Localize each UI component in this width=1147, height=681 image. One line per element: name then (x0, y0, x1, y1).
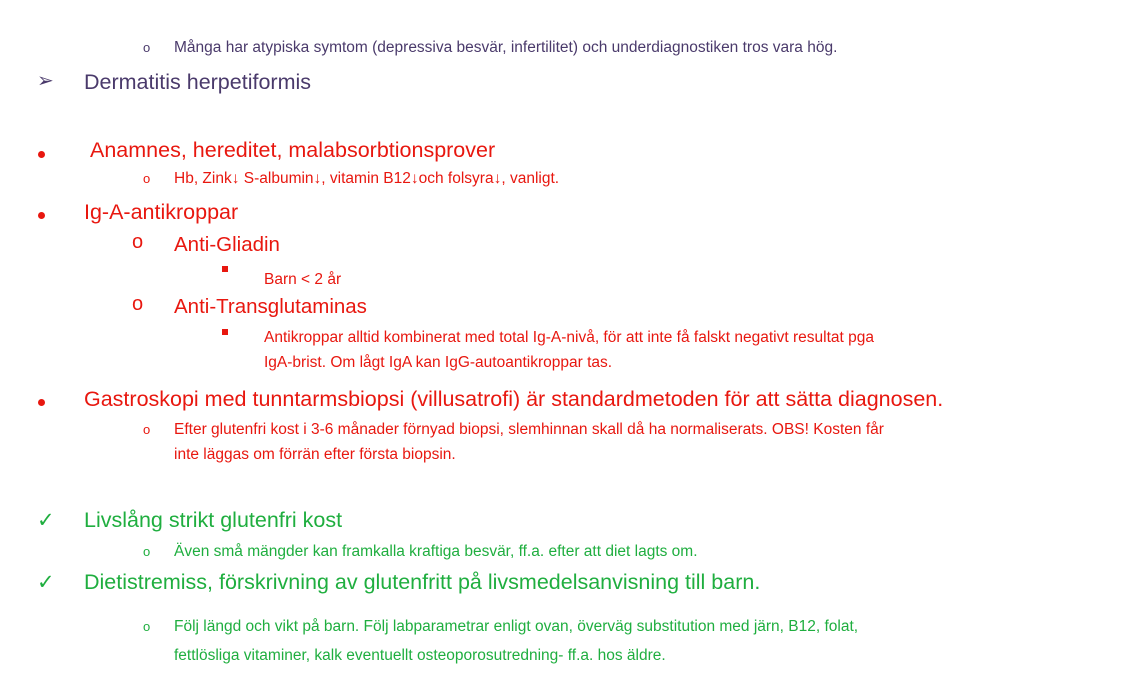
folj-text-line2: fettlösliga vitaminer, kalk eventuellt osteoporosutredning- ff.a. hos äldre. (174, 647, 666, 664)
aven-text: Även små mängder kan framkalla kraftiga besvär, ff.a. efter att diet lagts om. (174, 543, 698, 560)
square-bullet-icon (222, 329, 228, 335)
antikroppar-text-line1: Antikroppar alltid kombinerat med total Ig-A-nivå, för att inte få falskt negativt resultat pga (264, 329, 874, 346)
barn-text: Barn < 2 år (264, 271, 342, 288)
hollow-circle-bullet-icon: o (143, 171, 151, 186)
arrow-bullet-icon: ➢ (37, 70, 54, 92)
iga-heading: Ig-A-antikroppar (84, 200, 239, 224)
hollow-circle-bullet-icon: o (132, 293, 144, 315)
check-bullet-icon: ✓ (37, 571, 55, 594)
atypical-symptoms-text: Många har atypiska symtom (depressiva besvär, infertilitet) och underdiagnostiken tros vara hög. (174, 39, 838, 56)
dietist-heading: Dietistremiss, förskrivning av glutenfritt på livsmedelsanvisning till barn. (84, 570, 761, 594)
anti-gliadin-heading: Anti-Gliadin (174, 233, 280, 256)
anamnes-heading: Anamnes, hereditet, malabsorbtionsprover (90, 138, 496, 162)
disc-bullet-icon (38, 212, 45, 219)
folj-text-line1: Följ längd och vikt på barn. Följ labparametrar enligt ovan, överväg substitution med järn, B12, folat, (174, 618, 859, 635)
square-bullet-icon (222, 266, 228, 272)
hollow-circle-bullet-icon: o (143, 422, 151, 437)
hollow-circle-bullet-icon: o (143, 40, 151, 55)
efter-text-line2: inte läggas om förrän efter första biopsin. (174, 446, 456, 463)
hollow-circle-bullet-icon: o (143, 544, 151, 559)
gastroskopi-heading: Gastroskopi med tunntarmsbiopsi (villusatrofi) är standardmetoden för att sätta diagnosen. (84, 387, 944, 411)
disc-bullet-icon (38, 399, 45, 406)
disc-bullet-icon (38, 151, 45, 158)
hollow-circle-bullet-icon: o (132, 231, 144, 253)
anti-transglutaminas-heading: Anti-Transglutaminas (174, 295, 367, 318)
dermatitis-heading: Dermatitis herpetiformis (84, 70, 311, 94)
antikroppar-text-line2: IgA-brist. Om lågt IgA kan IgG-autoantikroppar tas. (264, 354, 613, 371)
livslang-heading: Livslång strikt glutenfri kost (84, 508, 343, 532)
check-bullet-icon: ✓ (37, 509, 55, 532)
efter-text-line1: Efter glutenfri kost i 3-6 månader förnyad biopsi, slemhinnan skall då ha normaliserats. OBS! Kosten får (174, 421, 884, 438)
hollow-circle-bullet-icon: o (143, 619, 151, 634)
lab-values-text: Hb, Zink↓ S-albumin↓, vitamin B12↓och folsyra↓, vanligt. (174, 170, 560, 187)
